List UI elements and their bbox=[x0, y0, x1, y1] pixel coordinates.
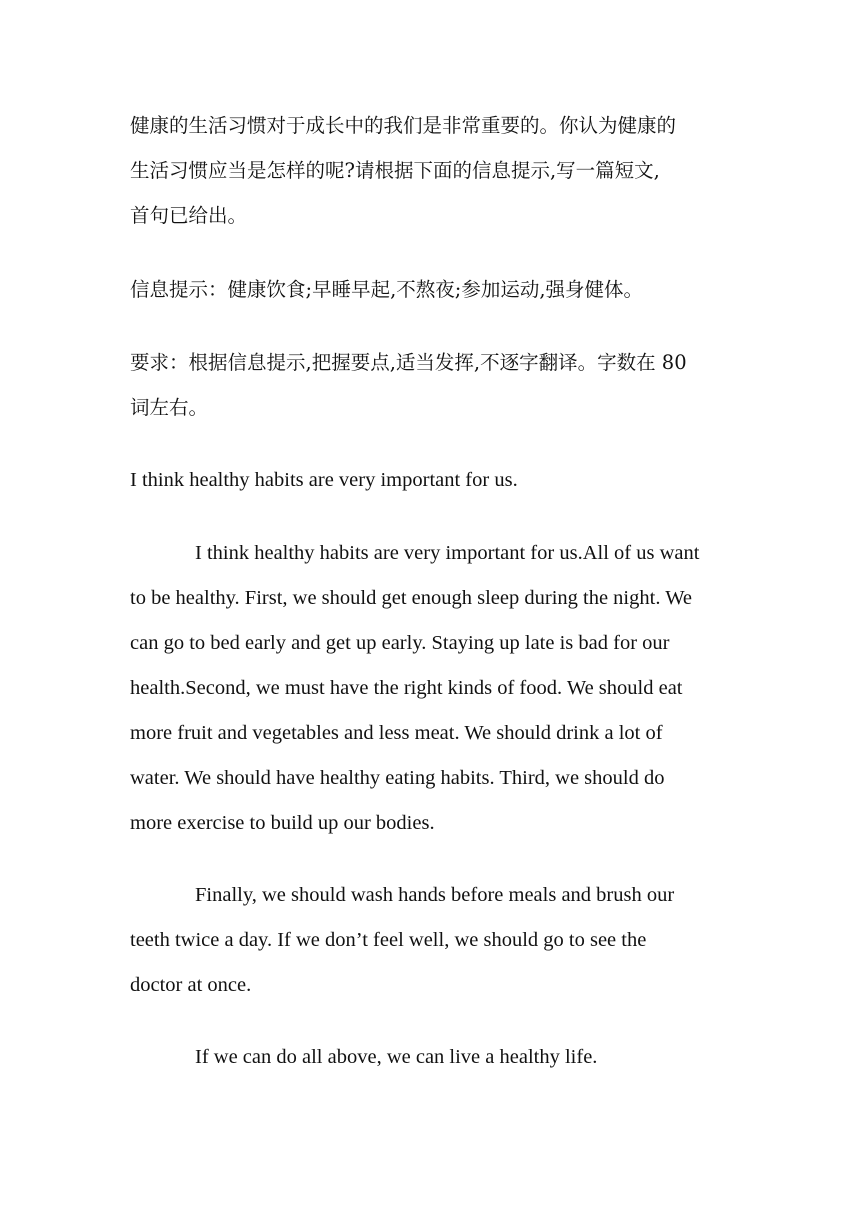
essay-p2-line-1: Finally, we should wash hands before meals and brush our bbox=[195, 884, 675, 906]
essay-p2-line-2: teeth twice a day. If we don’t feel well, we should go to see the bbox=[130, 929, 647, 951]
given-first-sentence: I think healthy habits are very important for us. bbox=[130, 469, 518, 491]
essay-p1-line-5: more fruit and vegetables and less meat. We should drink a lot of bbox=[130, 722, 663, 744]
requirements-line-1: 要求：根据信息提示,把握要点,适当发挥,不逐字翻译。字数在 80 bbox=[130, 351, 687, 374]
prompt-line-2: 生活习惯应当是怎样的呢?请根据下面的信息提示,写一篇短文, bbox=[130, 159, 660, 182]
prompt-line-3: 首句已给出。 bbox=[130, 204, 248, 227]
essay-p2-line-3: doctor at once. bbox=[130, 974, 252, 996]
essay-p3-line-1: If we can do all above, we can live a healthy life. bbox=[195, 1046, 598, 1068]
essay-p1-line-2: to be healthy. First, we should get enough sleep during the night. We bbox=[130, 587, 693, 609]
document-page bbox=[130, 0, 732, 1216]
essay-p1-line-1: I think healthy habits are very important for us.All of us want bbox=[195, 542, 700, 564]
info-hints: 信息提示：健康饮食;早睡早起,不熬夜;参加运动,强身健体。 bbox=[130, 278, 644, 301]
prompt-line-1: 健康的生活习惯对于成长中的我们是非常重要的。你认为健康的 bbox=[130, 114, 677, 137]
essay-p1-line-6: water. We should have healthy eating habits. Third, we should do bbox=[130, 767, 665, 789]
essay-p1-line-4: health.Second, we must have the right kinds of food. We should eat bbox=[130, 677, 683, 699]
essay-p1-line-3: can go to bed early and get up early. Staying up late is bad for our bbox=[130, 632, 670, 654]
requirements-line-2: 词左右。 bbox=[130, 396, 209, 419]
essay-p1-line-7: more exercise to build up our bodies. bbox=[130, 812, 435, 834]
